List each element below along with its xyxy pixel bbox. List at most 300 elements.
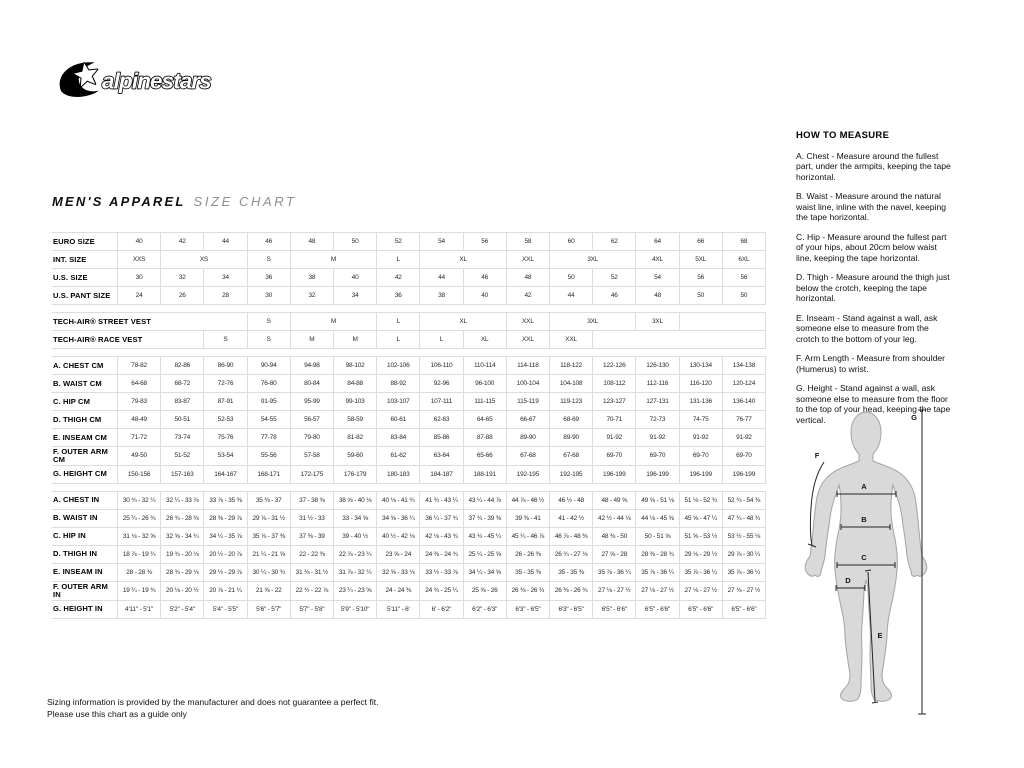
table-cell: 102-106 [377,356,420,375]
size-table [52,232,766,619]
table-cell: 136-140 [723,393,766,411]
table-cell: 41 ¾ - 43 ¼ [420,491,463,510]
table-cell: 70-71 [593,411,636,429]
table-cell: 98-102 [334,356,377,375]
hip-label: C [861,553,867,562]
table-cell: 75-76 [204,429,247,447]
table-cell: 107-111 [420,393,463,411]
table-cell: 123-127 [593,393,636,411]
table-cell: 5'7" - 5'8" [291,601,334,619]
table-cell: 114-118 [507,356,550,375]
table-cell: 6'3" - 6'5" [550,601,593,619]
arm-label: F [814,451,820,460]
table-cell: M [291,251,377,269]
row-label: G. HEIGHT CM [52,466,118,484]
table-cell: XS [161,251,247,269]
table-cell: 64-68 [118,375,161,393]
table-cell: 150-156 [118,466,161,484]
table-row [52,528,766,546]
table-cell: 112-116 [636,375,679,393]
table-cell: 76-80 [248,375,291,393]
measure-instruction: D. Thigh - Measure around the thigh just below the crotch, keeping the tape horizontal. [796,272,950,304]
table-cell: 5XL [680,251,723,269]
table-cell: 3XL [550,312,636,331]
table-cell: 34 [334,287,377,305]
table-cell: 56 [680,269,723,287]
table-cell: 38 [291,269,334,287]
table-cell: S [204,331,247,349]
table-cell: 48-49 [118,411,161,429]
table-cell: 25 ⅝ - 26 [464,582,507,601]
table-cell: 116-120 [680,375,723,393]
table-cell: 33 - 34 ⅝ [334,510,377,528]
thigh-label: D [845,576,851,585]
table-cell: 60 [550,232,593,251]
table-cell: 30 [118,269,161,287]
measure-instruction: B. Waist - Measure around the natural waist line, inline with the navel, keeping the tape horizontal. [796,191,947,223]
table-cell: 65-66 [464,447,507,466]
table-cell: 61-62 [377,447,420,466]
table-cell: 51 ⅛ - 52 ¾ [680,491,723,510]
table-cell: 50 [723,287,766,305]
table-cell: 77-78 [248,429,291,447]
table-cell: 27 ⅛ - 27 ½ [636,582,679,601]
table-cell: 106-110 [420,356,463,375]
row-label: D. THIGH IN [52,546,118,564]
table-cell: 36 [377,287,420,305]
table-cell: 4'11" - 5'1" [118,601,161,619]
row-label: A. CHEST CM [52,356,118,375]
table-cell: 180-183 [377,466,420,484]
table-cell: 27 ⅛ - 27 ½ [593,582,636,601]
table-cell: 40 [464,287,507,305]
table-cell: 33 ½ - 33 ⅞ [420,564,463,582]
table-cell: 35 ⅞ - 37 ⅜ [248,528,291,546]
table-cell: XXL [507,251,550,269]
table-cell: 6'5" - 6'6" [723,601,766,619]
row-label: U.S. PANT SIZE [52,287,118,305]
table-cell: 40 [118,232,161,251]
table-cell: 44 [420,269,463,287]
table-cell: 76-77 [723,411,766,429]
table-cell: XXL [550,331,593,349]
table-cell: 26 ¾ - 28 ⅜ [161,510,204,528]
table-cell: 68-72 [161,375,204,393]
table-cell: 27 ⅛ - 27 ½ [680,582,723,601]
table-cell: 91-92 [593,429,636,447]
table-cell: 54 [636,269,679,287]
table-cell: 20 ½ - 20 ⅞ [204,546,247,564]
table-cell: 55-56 [248,447,291,466]
table-cell: 53-54 [204,447,247,466]
table-row [52,491,766,510]
table-cell: 60-61 [377,411,420,429]
table-cell: 176-179 [334,466,377,484]
table-cell: 56 [723,269,766,287]
table-cell: 28 ⅜ - 29 ⅞ [204,510,247,528]
row-label: C. HIP CM [52,393,118,411]
table-cell: 72-76 [204,375,247,393]
table-row [52,312,766,331]
table-cell: 26 ¾ - 27 ⅛ [550,546,593,564]
table-cell: 69-70 [636,447,679,466]
table-cell: 49-50 [118,447,161,466]
table-cell: XL [420,251,506,269]
table-row [52,564,766,582]
row-label: F. OUTER ARM IN [52,582,118,601]
table-cell: 29 ⅞ - 30 ¼ [723,546,766,564]
table-cell: 18 ⅞ - 19 ¼ [118,546,161,564]
table-cell: 64 [636,232,679,251]
table-cell: 19 ¾ - 20 ⅛ [161,546,204,564]
table-cell: 36 [248,269,291,287]
how-to-measure-panel [796,130,954,434]
disclaimer-line-1: Sizing information is provided by the manufacturer and does not guarantee a perfect fit. [47,697,379,707]
table-cell: 42 ½ - 44 ⅛ [593,510,636,528]
table-cell: 6'5" - 6'6" [636,601,679,619]
table-cell: 6'5" - 6'6" [593,601,636,619]
table-cell: S [248,331,291,349]
table-row [52,582,766,601]
table-cell [593,331,766,349]
table-cell: 87-91 [204,393,247,411]
table-row [52,251,766,269]
how-to-measure-title: HOW TO MEASURE [796,130,890,141]
table-cell: 90-94 [248,356,291,375]
logo-wordmark: alpinestars [102,68,211,94]
page-title-main: MEN'S APPAREL [52,194,186,209]
table-cell: 30 ¼ - 30 ¾ [248,564,291,582]
table-cell: 26 ⅜ - 26 ¾ [550,582,593,601]
table-cell: 68-69 [550,411,593,429]
table-cell: 126-130 [636,356,679,375]
table-cell: 24 [118,287,161,305]
table-cell: M [334,331,377,349]
table-cell: 41 - 42 ½ [550,510,593,528]
table-cell: 51-52 [161,447,204,466]
row-label: TECH-AIR® STREET VEST [52,312,248,331]
table-cell: 32 ⅝ - 34 ¼ [161,528,204,546]
measure-instruction: G. Height - Stand against a wall, ask someone else to measure from the floor to the top of your head, keeping the tape vertical. [796,383,951,425]
table-cell: 34 ¼ - 34 ⅝ [464,564,507,582]
table-cell: 45 ⅝ - 47 ¼ [680,510,723,528]
measure-instruction: F. Arm Length - Measure from shoulder (Humerus) to wrist. [796,353,946,374]
table-cell: 6XL [723,251,766,269]
table-cell: 52-53 [204,411,247,429]
table-cell: 103-107 [377,393,420,411]
table-cell: 108-112 [593,375,636,393]
table-cell: 54-55 [248,411,291,429]
alpinestars-logo [54,48,232,106]
table-cell: 19 ¼ - 19 ¾ [118,582,161,601]
table-cell: 56 [464,232,507,251]
table-cell: 42 [161,232,204,251]
table-cell: 26 ⅜ - 26 ¾ [507,582,550,601]
table-row [52,447,766,466]
table-cell: 84-88 [334,375,377,393]
table-cell: 99-103 [334,393,377,411]
table-cell [680,312,766,331]
table-cell: 32 [161,269,204,287]
table-cell: 35 - 35 ⅜ [507,564,550,582]
table-cell: 22 ½ - 22 ⅞ [291,582,334,601]
table-cell: 44 ⅛ - 45 ⅝ [636,510,679,528]
table-cell: 4XL [636,251,679,269]
table-cell: 118-122 [550,356,593,375]
table-cell: 44 [550,287,593,305]
table-cell: 5'2" - 5'4" [161,601,204,619]
table-cell: 35 ⅞ - 36 ¼ [636,564,679,582]
table-cell: 44 ⅞ - 46 ½ [507,491,550,510]
table-cell: 67-68 [507,447,550,466]
table-cell: XL [420,312,506,331]
row-label: U.S. SIZE [52,269,118,287]
table-cell: 28 - 28 ⅜ [118,564,161,582]
table-cell: S [248,312,291,331]
table-cell: 172-175 [291,466,334,484]
table-cell: 51 ⅝ - 53 ½ [680,528,723,546]
table-cell: 42 [507,287,550,305]
table-cell: 23 ⅝ - 24 [377,546,420,564]
table-cell: 157-163 [161,466,204,484]
table-row [52,356,766,375]
table-cell: 37 ⅜ - 39 [291,528,334,546]
table-cell: 48 [507,269,550,287]
table-cell: 37 ¾ - 39 ⅜ [464,510,507,528]
table-cell: L [377,331,420,349]
table-cell: 196-199 [636,466,679,484]
table-row [52,331,766,349]
table-row [52,411,766,429]
table-cell: 87-88 [464,429,507,447]
table-cell: 83-84 [377,429,420,447]
table-cell: 89-90 [550,429,593,447]
table-cell: 88-92 [377,375,420,393]
table-cell: 3XL [550,251,636,269]
table-cell: 196-199 [723,466,766,484]
table-cell: L [377,312,420,331]
table-row [52,375,766,393]
table-cell: 35 ⅜ - 37 [248,491,291,510]
table-row [52,232,766,251]
table-cell: 39 ⅜ - 41 [507,510,550,528]
table-cell: 119-123 [550,393,593,411]
disclaimer [47,697,379,720]
table-cell: 48 - 49 ⅝ [593,491,636,510]
table-row [52,466,766,484]
row-label: TECH-AIR® RACE VEST [52,331,204,349]
chest-label: A [861,482,867,491]
table-cell: 44 [204,232,247,251]
table-cell: 46 [464,269,507,287]
row-label: G. HEIGHT IN [52,601,118,619]
table-cell: M [291,331,334,349]
table-cell: 78-82 [118,356,161,375]
table-cell: 35 ⅞ - 36 ¼ [723,564,766,582]
table-cell: 192-195 [550,466,593,484]
table-cell: 38 ⅝ - 40 ⅛ [334,491,377,510]
table-cell: 34 ¼ - 35 ⅞ [204,528,247,546]
table-cell: XL [464,331,507,349]
table-cell: 21 ⅝ - 22 [248,582,291,601]
table-cell: 37 - 38 ⅝ [291,491,334,510]
disclaimer-line-2: Please use this chart as a guide only [47,708,187,719]
table-cell: 104-108 [550,375,593,393]
table-cell: 58 [507,232,550,251]
table-cell: 25 ¼ - 25 ⅝ [464,546,507,564]
table-cell: 63-64 [420,447,463,466]
table-cell: 26 [161,287,204,305]
table-cell: M [291,312,377,331]
table-cell: 64-65 [464,411,507,429]
table-row [52,393,766,411]
table-cell: 20 ⅞ - 21 ¼ [204,582,247,601]
row-label: B. WAIST IN [52,510,118,528]
table-cell: 27 ⅛ - 27 ½ [723,582,766,601]
table-cell: 23 ¼ - 23 ⅝ [334,582,377,601]
table-cell: 53 ½ - 55 ⅛ [723,528,766,546]
table-cell: 5'9" - 5'10" [334,601,377,619]
table-cell: 122-126 [593,356,636,375]
table-cell: 96-100 [464,375,507,393]
table-cell: 21 ¼ - 21 ⅝ [248,546,291,564]
table-cell: 39 - 40 ½ [334,528,377,546]
table-cell: 56-57 [291,411,334,429]
table-cell: 31 ⅞ - 32 ¼ [334,564,377,582]
table-cell: 68 [723,232,766,251]
row-label: EURO SIZE [52,232,118,251]
table-cell: 28 ¾ - 29 ⅛ [161,564,204,582]
table-cell: 72-73 [636,411,679,429]
table-cell: XXL [507,331,550,349]
table-cell: XXS [118,251,161,269]
table-cell: 6'5" - 6'6" [680,601,723,619]
table-cell: 80-84 [291,375,334,393]
table-cell: 85-86 [420,429,463,447]
table-cell: 79-83 [118,393,161,411]
table-cell: 38 [420,287,463,305]
table-cell: 83-87 [161,393,204,411]
table-cell: 33 ⅞ - 35 ⅜ [204,491,247,510]
inseam-label: E [877,631,883,640]
table-cell: 74-75 [680,411,723,429]
table-cell: 6'3" - 6'5" [507,601,550,619]
table-cell: 42 [377,269,420,287]
table-cell: 196-199 [593,466,636,484]
table-cell: 46 ½ - 48 [550,491,593,510]
table-cell: 30 ¾ - 32 ¼ [118,491,161,510]
table-cell: 91-95 [248,393,291,411]
table-cell: 24 - 24 ⅜ [377,582,420,601]
table-cell: 94-98 [291,356,334,375]
table-cell: S [248,251,291,269]
page-title [52,194,297,209]
table-row [52,510,766,528]
table-cell: 62 [593,232,636,251]
table-cell: 192-195 [507,466,550,484]
table-cell: 40 [334,269,377,287]
table-cell: 35 ⅞ - 36 ¼ [680,564,723,582]
table-cell: 48 [636,287,679,305]
how-to-measure-list [796,151,954,425]
table-cell: 62-63 [420,411,463,429]
table-cell: 52 [377,232,420,251]
table-cell: 196-199 [680,466,723,484]
row-label: INT. SIZE [52,251,118,269]
table-cell: 52 ¾ - 54 ⅜ [723,491,766,510]
table-cell: 66 [680,232,723,251]
row-label: E. INSEAM CM [52,429,118,447]
table-cell: L [420,331,463,349]
table-row [52,546,766,564]
table-cell: 31 ⅛ - 32 ⅝ [118,528,161,546]
table-cell: 29 ⅞ - 31 ½ [248,510,291,528]
table-cell: 91-92 [636,429,679,447]
table-cell: 50 - 51 ⅝ [636,528,679,546]
table-cell: 79-80 [291,429,334,447]
table-cell: 35 ⅞ - 36 ¼ [593,564,636,582]
table-cell: 100-104 [507,375,550,393]
table-cell: 50-51 [161,411,204,429]
table-cell: 32 [291,287,334,305]
height-label: G [911,413,917,422]
table-cell: 52 [593,269,636,287]
table-cell: 29 ½ - 29 ⅞ [204,564,247,582]
table-cell: L [377,251,420,269]
page-title-sub: SIZE CHART [193,194,297,209]
row-label: A. CHEST IN [52,491,118,510]
table-cell: 115-119 [507,393,550,411]
table-cell: 32 ¼ - 33 ⅞ [161,491,204,510]
table-cell: 28 [204,287,247,305]
table-cell: 73-74 [161,429,204,447]
table-cell: 134-138 [723,356,766,375]
table-cell: 35 - 35 ⅜ [550,564,593,582]
table-cell: 111-115 [464,393,507,411]
table-cell: 45 ¼ - 46 ⅞ [507,528,550,546]
table-cell: 89-90 [507,429,550,447]
astar-icon [60,62,99,97]
table-cell: 50 [680,287,723,305]
table-cell: 91-92 [680,429,723,447]
table-cell: 31 ½ - 33 [291,510,334,528]
table-cell: 40 ½ - 42 ⅛ [377,528,420,546]
table-row [52,601,766,619]
table-cell: 59-60 [334,447,377,466]
table-cell: 43 ¼ - 44 ⅞ [464,491,507,510]
table-cell: 120-124 [723,375,766,393]
table-cell: 43 ¾ - 45 ¼ [464,528,507,546]
table-cell: 30 [248,287,291,305]
measure-instruction: E. Inseam - Stand against a wall, ask someone else to measure from the crotch to the bottom of your leg. [796,312,938,344]
table-cell: 5'11" - 6' [377,601,420,619]
table-cell: 71-72 [118,429,161,447]
table-cell: 69-70 [593,447,636,466]
table-cell: 127-131 [636,393,679,411]
table-cell: 58-59 [334,411,377,429]
table-cell: 29 ⅛ - 29 ½ [680,546,723,564]
table-cell: 95-99 [291,393,334,411]
table-cell: 50 [334,232,377,251]
table-cell: 28 ⅜ - 28 ¾ [636,546,679,564]
table-row [52,269,766,287]
measure-instruction: C. Hip - Measure around the fullest part of your hips, about 20cm below waist line, keeping the tape horizontal. [796,231,947,263]
table-cell: 6' - 6'2" [420,601,463,619]
table-cell: 5'4" - 5'5" [204,601,247,619]
table-cell: 92-96 [420,375,463,393]
waist-label: B [861,515,867,524]
table-cell: XXL [507,312,550,331]
